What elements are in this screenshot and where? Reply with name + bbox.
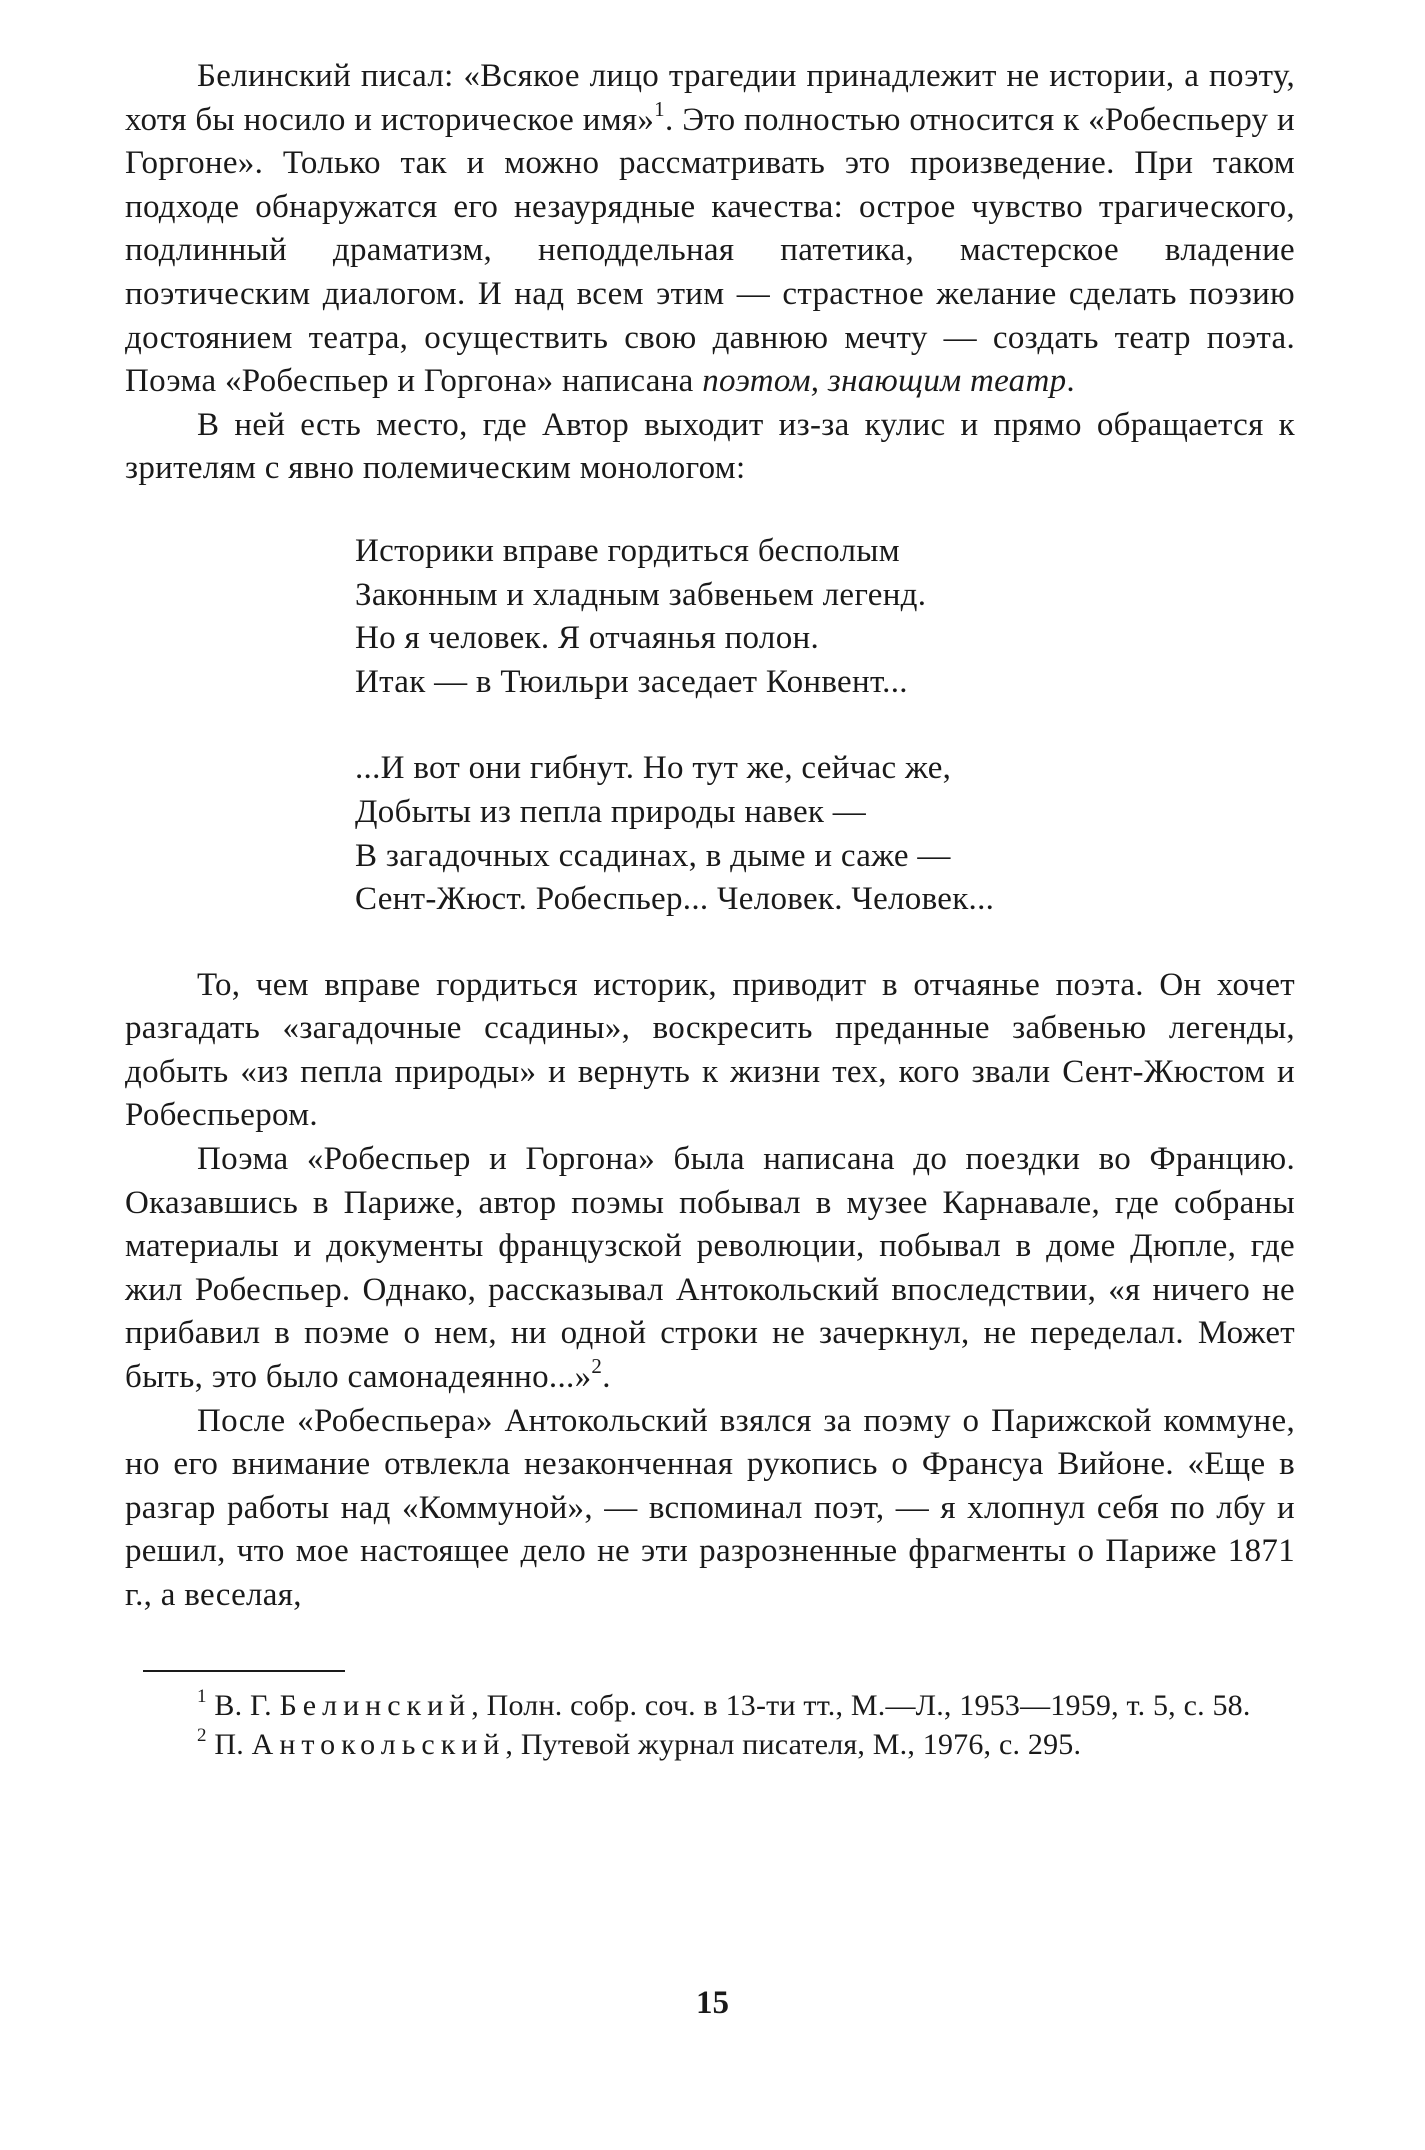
- paragraph-text: . Это полностью относится к «Робеспьеру и Горгоне». Только так и можно рассматривать это произведение. При таком подходе обнаружатся его незаурядные качества: острое чувство трагического, подлинный драматизм, неподдельная патетика, мастерское владение поэтическим диалогом. И над всем этим — страстное желание сделать поэзию достоянием театра, осуществить свою давнюю мечту — создать театр поэта. Поэма «Робеспьер и Горгона» написана: [125, 101, 1295, 400]
- poem-line: В загадочных ссадинах, в дыме и саже —: [355, 837, 951, 874]
- footnotes: [125, 1686, 1295, 1764]
- poem-line: Историки вправе гордиться бесполым: [355, 532, 900, 569]
- paragraph-text: .: [1066, 363, 1075, 400]
- footnote-divider: [143, 1670, 345, 1672]
- page-body: [125, 55, 1295, 1764]
- footnote-text: П.: [206, 1727, 252, 1761]
- footnote-author: Антокольский: [251, 1727, 506, 1761]
- footnote-mark: 2: [197, 1724, 207, 1746]
- poem-stanza-2: [355, 747, 1295, 921]
- footnote-text: , Путевой журнал писателя, М., 1976, с. 295.: [505, 1727, 1082, 1761]
- poem-stanza-1: [355, 530, 1295, 704]
- paragraph-text: Белинский писал: «Всякое лицо трагедии принадлежит не истории, а поэту, хотя бы носило и историческое имя»: [125, 58, 1295, 138]
- poem-quote: [355, 530, 1295, 922]
- footnote-ref-1[interactable]: 1: [654, 96, 665, 121]
- page-number: 15: [696, 1985, 729, 2021]
- paragraph-text: Поэма «Робеспьер и Горгона» была написана до поездки во Францию. Оказавшись в Париже, автор поэмы побывал в музее Карнавале, где собраны материалы и документы французской революции, побывал в доме Дюпле, где жил Робеспьер. Однако, рассказывал Антокольский впоследствии, «я ничего не прибавил в поэме о нем, ни одной строки не зачеркнул, не переделал. Может быть, это было самонадеянно...»: [125, 1141, 1295, 1396]
- poem-line: Но я человек. Я отчаянья полон.: [355, 620, 820, 657]
- footnote-1: [125, 1686, 1295, 1725]
- footnote-text: В. Г.: [206, 1688, 280, 1722]
- paragraph-monologue-intro: В ней есть место, где Автор выходит из-за кулис и прямо обращается к зрителям с явно полемическим монологом:: [125, 406, 1295, 487]
- poem-line: Итак — в Тюильри заседает Конвент...: [355, 663, 908, 700]
- footnote-ref-2[interactable]: 2: [591, 1354, 603, 1379]
- italic-emphasis: поэтом, знающим театр: [702, 363, 1067, 400]
- paragraph-paris-trip: [125, 1138, 1295, 1400]
- poem-line: Добыты из пепла природы навек —: [355, 793, 867, 830]
- poem-line: Сент-Жюст. Робеспьер... Человек. Человек...: [355, 881, 995, 918]
- paragraph-text: .: [602, 1359, 611, 1396]
- poem-line: Законным и хладным забвеньем легенд.: [355, 576, 927, 613]
- paragraph-villon: После «Робеспьера» Антокольский взялся за поэму о Парижской коммуне, но его внимание отвлекла незаконченная рукопись о Франсуа Вийоне. «Еще в разгар работы над «Коммуной», — вспоминал поэт, — я хлопнул себя по лбу и решил, что мое настоящее дело не эти разрозненные фрагменты о Париже 1871 г., а веселая,: [125, 1402, 1295, 1613]
- poem-line: ...И вот они гибнут. Но тут же, сейчас же,: [355, 750, 952, 787]
- footnote-text: , Полн. собр. соч. в 13-ти тт., М.—Л., 1953—1959, т. 5, с. 58.: [471, 1688, 1251, 1722]
- paragraph-historian: То, чем вправе гордиться историк, приводит в отчаянье поэта. Он хочет разгадать «загадочные ссадины», воскресить преданные забвенью легенды, добыть «из пепла природы» и вернуть к жизни тех, кого звали Сент-Жюстом и Робеспьером.: [125, 966, 1295, 1134]
- footnote-author: Белинский: [279, 1688, 472, 1722]
- footnote-2: [125, 1725, 1295, 1764]
- footnote-mark: 1: [197, 1685, 207, 1707]
- paragraph-belinsky: [125, 55, 1295, 404]
